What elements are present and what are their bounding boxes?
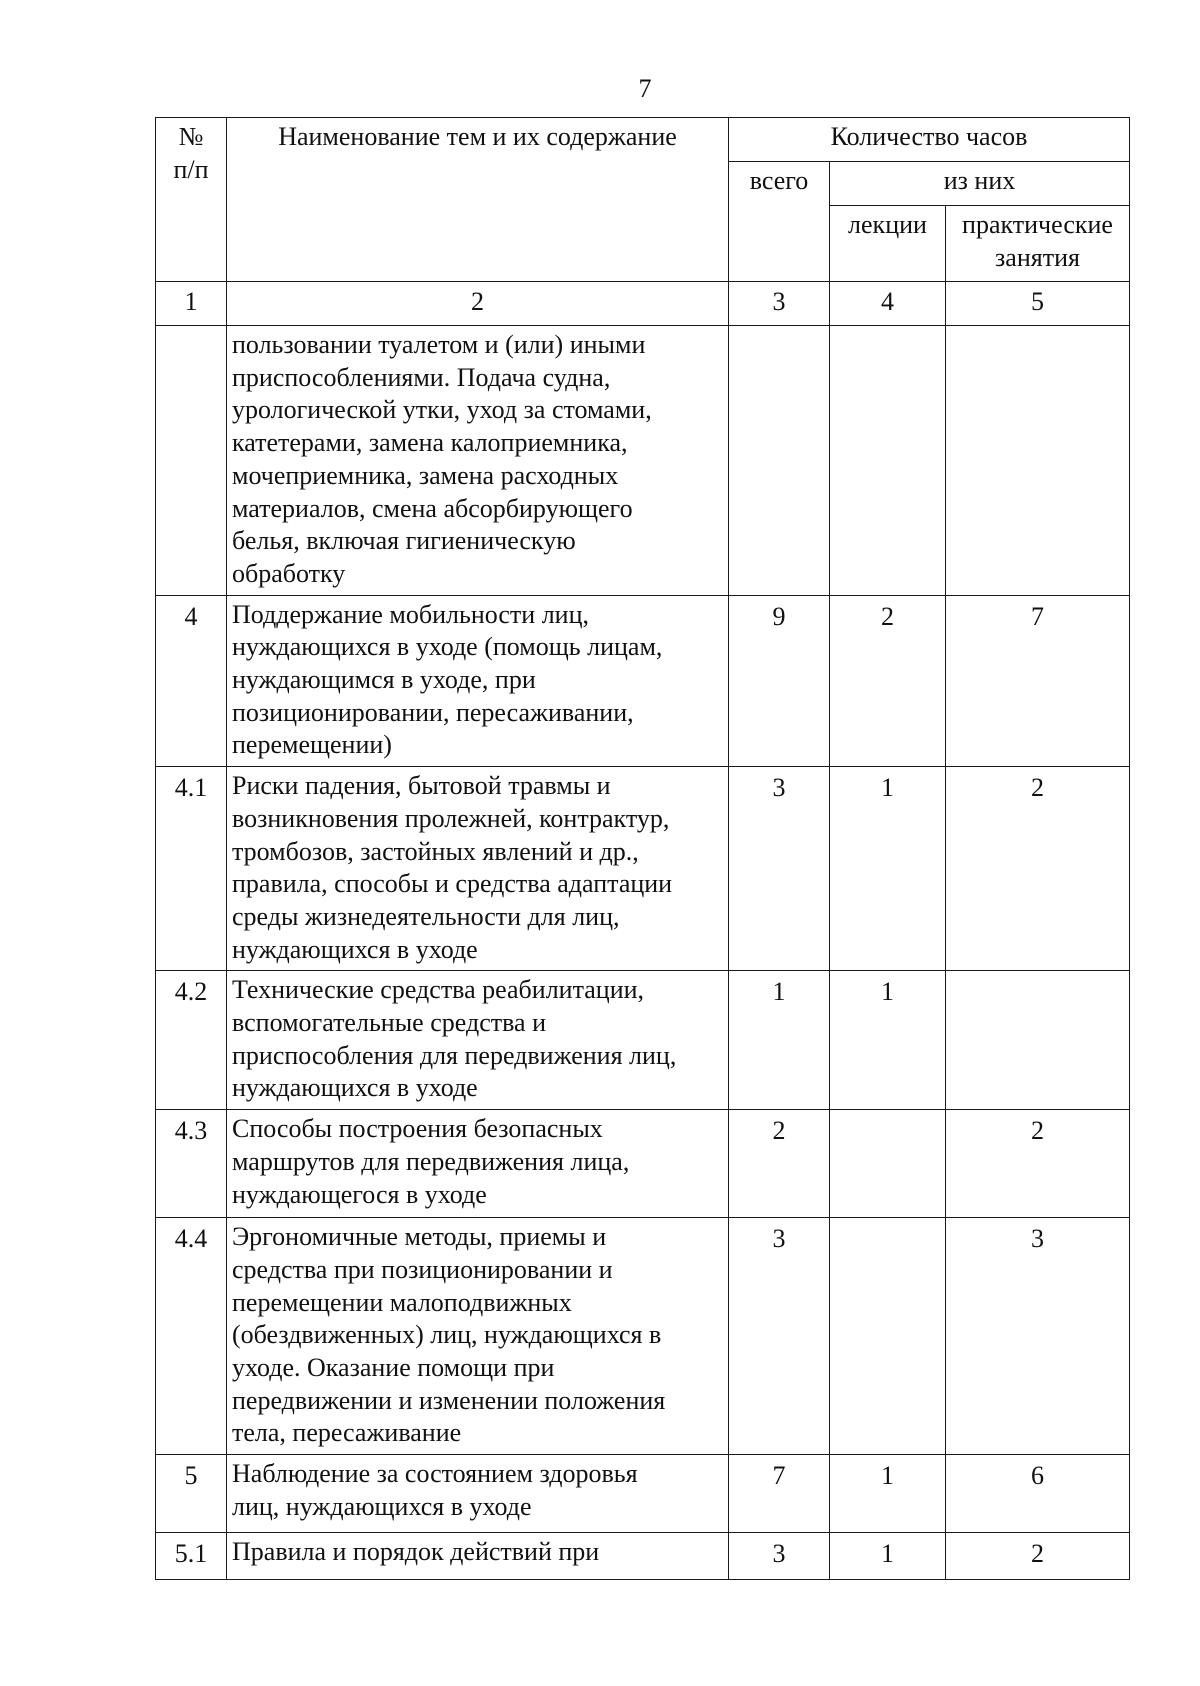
row-topic-line: нуждающимся в уходе, при [232, 665, 536, 695]
row-number [156, 326, 227, 596]
column-number: 3 [729, 282, 830, 326]
row-topic-line: Способы построения безопасных [232, 1114, 603, 1144]
row-topic-line: Риски падения, бытовой травмы и [232, 771, 611, 801]
row-topic [227, 971, 729, 1110]
column-number: 5 [946, 282, 1130, 326]
column-number: 2 [227, 282, 729, 326]
row-topic-line: нуждающихся в уходе [232, 1073, 478, 1103]
row-number: 5.1 [156, 1533, 227, 1580]
row-topic-line: среды жизнедеятельности для лиц, [232, 901, 620, 931]
table-row [156, 1533, 1130, 1580]
row-number: 4.1 [156, 767, 227, 971]
row-topic-line: мочеприемника, замена расходных [232, 460, 619, 490]
row-lecture-hours [830, 1110, 946, 1218]
row-topic-line: Технические средства реабилитации, [232, 975, 645, 1005]
row-practice-hours: 7 [946, 595, 1130, 767]
row-number: 4 [156, 595, 227, 767]
row-practice-hours [946, 326, 1130, 596]
row-topic-line: Наблюдение за состоянием здоровья [232, 1459, 638, 1489]
row-lecture-hours: 1 [830, 1455, 946, 1533]
row-lecture-hours [830, 326, 946, 596]
row-topic-line: нуждающегося в уходе [232, 1179, 487, 1209]
table-header-row [156, 118, 1130, 162]
row-lecture-hours: 1 [830, 1533, 946, 1580]
row-total-hours: 7 [729, 1455, 830, 1533]
row-topic [227, 595, 729, 767]
row-topic-line: Правила и порядок действий при [232, 1537, 600, 1567]
row-topic-line: маршрутов для передвижения лица, [232, 1146, 630, 1176]
row-topic-line: перемещении малоподвижных [232, 1287, 572, 1317]
row-topic-line: урологической утки, уход за стомами, [232, 395, 652, 425]
row-number: 4.3 [156, 1110, 227, 1218]
row-topic-line: перемещении) [232, 730, 392, 760]
header-practice-line-2: занятия [995, 242, 1080, 272]
row-topic-line: правила, способы и средства адаптации [232, 869, 673, 899]
row-topic-line: Поддержание мобильности лиц, [232, 599, 590, 629]
row-practice-hours: 3 [946, 1218, 1130, 1455]
row-topic-line: тела, пересаживание [232, 1418, 462, 1448]
row-topic-line: катетерами, замена калоприемника, [232, 428, 628, 458]
column-number: 1 [156, 282, 227, 326]
row-total-hours: 2 [729, 1110, 830, 1218]
header-number-cell [156, 118, 227, 282]
row-topic-line: передвижении и изменении положения [232, 1385, 666, 1415]
row-topic [227, 1455, 729, 1533]
table-row [156, 326, 1130, 596]
row-topic-line: средства при позиционировании и [232, 1254, 613, 1284]
header-topic-title: Наименование тем и их содержание [227, 118, 729, 282]
row-topic-line: позиционировании, пересаживании, [232, 697, 634, 727]
row-practice-hours [946, 971, 1130, 1110]
row-topic-line: пользовании туалетом и (или) иными [232, 330, 646, 359]
row-topic-line: нуждающихся в уходе (помощь лицам, [232, 632, 663, 662]
row-practice-hours: 2 [946, 1533, 1130, 1580]
row-lecture-hours: 2 [830, 595, 946, 767]
table-row [156, 767, 1130, 971]
row-practice-hours: 6 [946, 1455, 1130, 1533]
row-topic-line: материалов, смена абсорбирующего [232, 493, 633, 523]
row-topic-line: приспособления для передвижения лиц, [232, 1040, 677, 1070]
row-topic-line: белья, включая гигиеническую [232, 526, 576, 556]
header-practice-line-1: практические [962, 210, 1113, 239]
row-total-hours: 9 [729, 595, 830, 767]
header-number-sign: № [178, 122, 204, 151]
row-total-hours: 3 [729, 767, 830, 971]
table-row [156, 1110, 1130, 1218]
row-lecture-hours: 1 [830, 971, 946, 1110]
row-topic-line: приспособлениями. Подача судна, [232, 362, 611, 392]
header-lectures: лекции [830, 206, 946, 282]
row-lecture-hours [830, 1218, 946, 1455]
row-topic-line: тромбозов, застойных явлений и др., [232, 836, 639, 866]
row-topic [227, 326, 729, 596]
page-number: 7 [638, 74, 652, 103]
header-of-which: из них [830, 162, 1130, 206]
header-number-pp: п/п [173, 154, 209, 184]
row-topic-line: (обездвиженных) лиц, нуждающихся в [232, 1320, 662, 1350]
row-number: 4.2 [156, 971, 227, 1110]
row-topic-line: нуждающихся в уходе [232, 934, 478, 964]
row-total-hours: 1 [729, 971, 830, 1110]
row-number: 5 [156, 1455, 227, 1533]
header-total: всего [729, 162, 830, 282]
row-topic-line: вспомогательные средства и [232, 1008, 546, 1038]
row-total-hours [729, 326, 830, 596]
row-topic-line: уходе. Оказание помощи при [232, 1352, 555, 1382]
row-practice-hours: 2 [946, 767, 1130, 971]
curriculum-table [155, 117, 1130, 1580]
row-topic-line: возникновения пролежней, контрактур, [232, 803, 670, 833]
table-row [156, 1455, 1130, 1533]
row-topic [227, 1218, 729, 1455]
column-number: 4 [830, 282, 946, 326]
row-number: 4.4 [156, 1218, 227, 1455]
row-total-hours: 3 [729, 1533, 830, 1580]
table-row [156, 1218, 1130, 1455]
column-number-row [156, 282, 1130, 326]
table-row [156, 595, 1130, 767]
row-lecture-hours: 1 [830, 767, 946, 971]
table-row [156, 971, 1130, 1110]
row-topic-line: Эргономичные методы, приемы и [232, 1222, 607, 1252]
row-practice-hours: 2 [946, 1110, 1130, 1218]
row-topic-line: обработку [232, 558, 346, 588]
header-hours: Количество часов [729, 118, 1130, 162]
row-topic-line: лиц, нуждающихся в уходе [232, 1491, 532, 1521]
row-topic [227, 767, 729, 971]
row-total-hours: 3 [729, 1218, 830, 1455]
header-practice [946, 206, 1130, 282]
row-topic [227, 1110, 729, 1218]
row-topic [227, 1533, 729, 1580]
